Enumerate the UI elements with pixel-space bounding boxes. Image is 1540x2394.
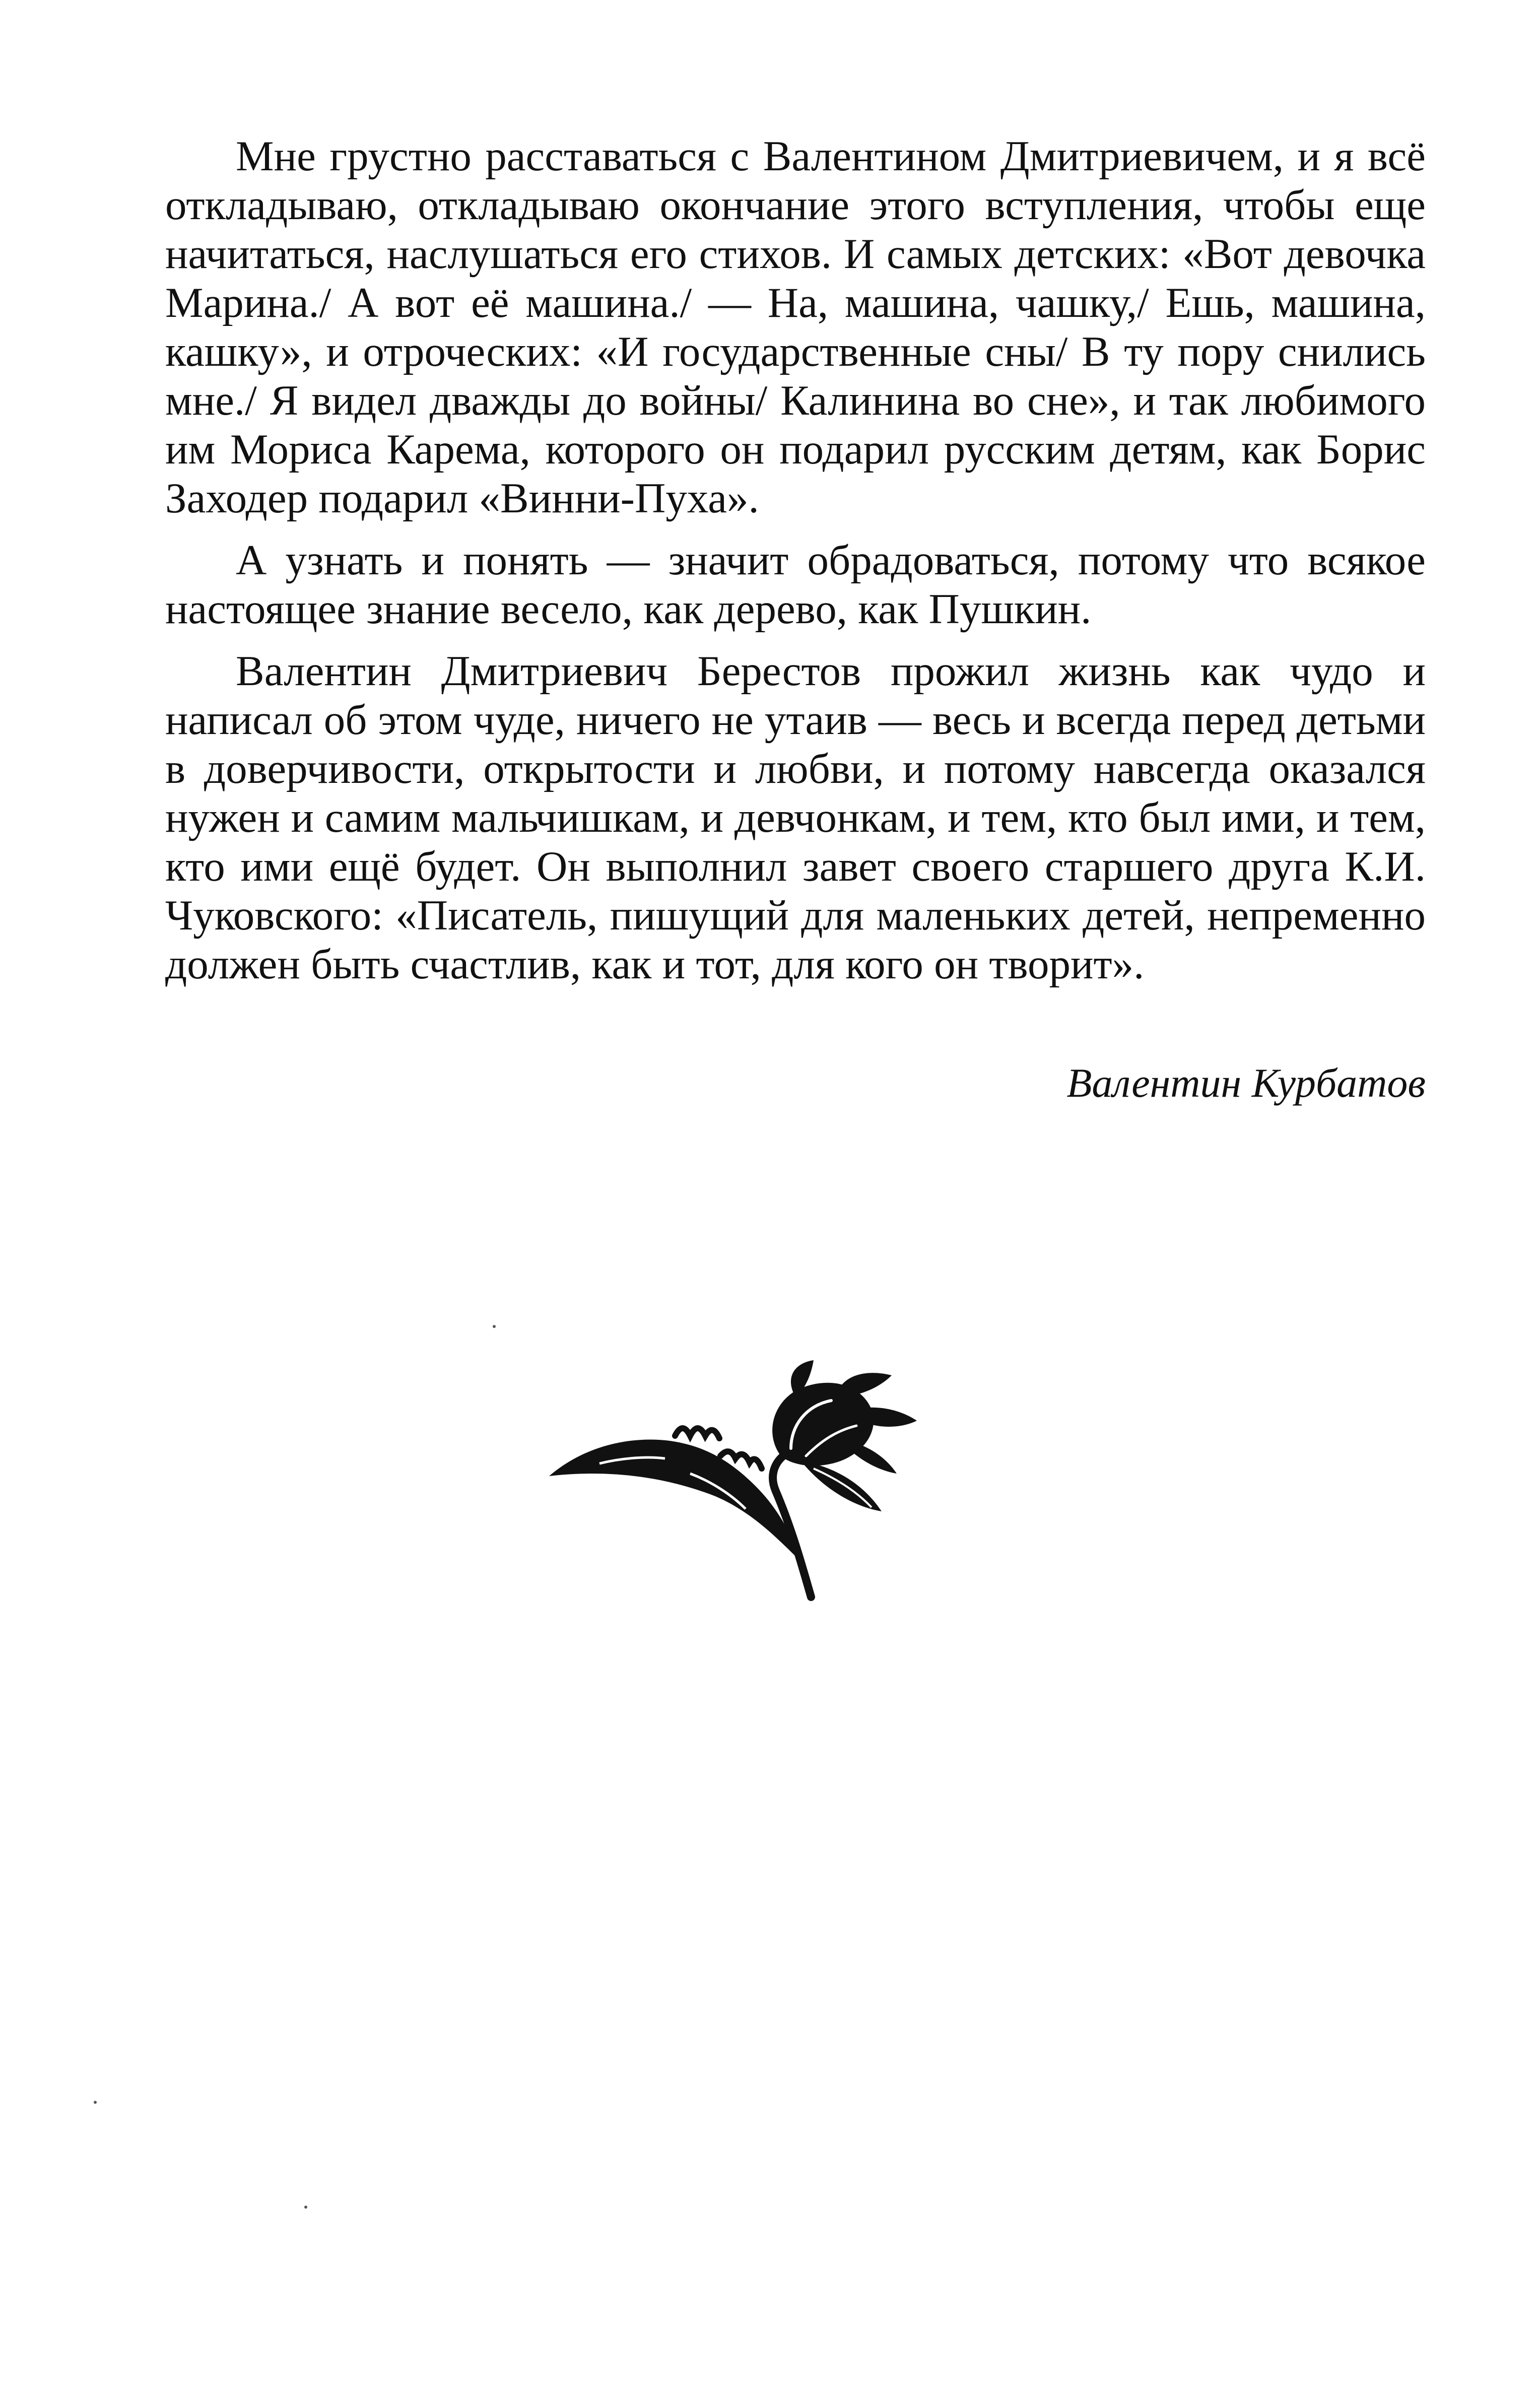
print-speck <box>304 2206 307 2209</box>
author-signature: Валентин Курбатов <box>1066 1060 1426 1106</box>
paragraph-3: Валентин Дмитриевич Берестов прожил жизнь как чудо и написал об этом чуде, ничего не утаив — весь и всегда перед детьми в доверчивости, открытости и любви, и потому навсегда оказался нужен и самим мальчишкам, и девчонкам, и тем, кто был ими, и тем, кто ими ещё будет. Он выполнил завет своего старшего друга К.И. Чуковского: «Писатель, пишущий для маленьких детей, непременно должен быть счастлив, как и тот, для кого он творит». <box>165 647 1426 988</box>
print-speck <box>94 2101 97 2104</box>
document-page <box>165 132 1426 1107</box>
paragraph-2: А узнать и понять — значит обрадоваться, потому что всякое настоящее знание весело, как дерево, как Пушкин. <box>165 537 1426 633</box>
print-speck <box>493 1325 496 1328</box>
tulip-flower-icon <box>539 1360 932 1622</box>
paragraph-1: Мне грустно расставаться с Валентином Дмитриевичем, и я всё откладываю, откладываю окончание этого вступления, чтобы еще начитаться, наслушаться его стихов. И самых детских: «Вот девочка Марина./ А вот её машина./ — На, машина, чашку,/ Ешь, машина, кашку», и отроческих: «И государственные сны/ В ту пору снились мне./ Я видел дважды до войны/ Калинина во сне», и так любимого им Мориса Карема, которого он подарил русским детям, как Борис Заходер подарил «Винни-Пуха». <box>165 132 1426 522</box>
